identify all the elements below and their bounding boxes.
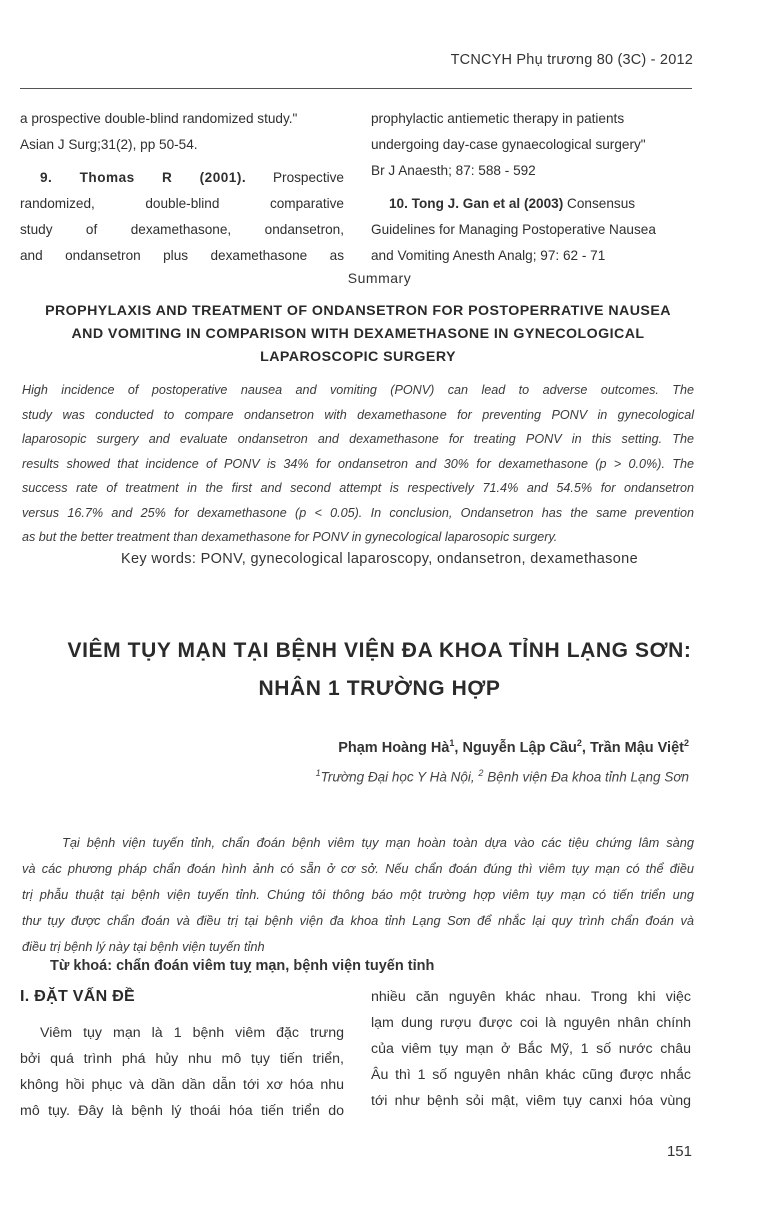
author-sep: , [454,739,463,756]
affil-sup: 2 [478,768,484,778]
body-line: Âu thì 1 số nguyên nhân khác cũng được nhắc [371,1067,691,1083]
reference-10-head: 10. Tong J. Gan et al (2003) [389,196,564,211]
ref-line: Prospective [272,170,344,185]
reference-9-cont [371,106,691,184]
author-sep: , [581,739,590,756]
references-right-column [371,106,691,269]
body-line: của viêm tụy mạn ở Bắc Mỹ, 1 số nước châu [371,1041,691,1057]
body-line: lạm dung rượu được coi là nguyên nhân chính [371,1015,691,1031]
abstract-line: và các phương pháp chẩn đoán hình ảnh có sẵn ở cơ sở. Nếu chẩn đoán đúng thì viêm tụy mạn có thể điều [22,861,694,876]
ref-line: a prospective double-blind randomized study." [20,111,298,126]
author-name: Phạm Hoàng Hà [338,739,450,756]
vietnamese-abstract [22,830,694,960]
affil-text: Bệnh viện Đa khoa tỉnh Lạng Sơn [483,769,689,785]
body-line: mô tụy. Đây là bệnh lý thoái hóa tiến triển do [20,1103,344,1119]
abstract-line: as but the better treatment than dexamethasone for PONV in gynecological laparosopic surgery. [22,530,558,544]
author-sup: 2 [683,738,689,748]
english-abstract [22,378,694,550]
ref-line: prophylactic antiemetic therapy in patients [371,111,625,126]
abstract-line: results showed that incidence of PONV is 34% for ondansetron and 30% for dexamethasone (p > 0.0%). The [22,456,694,471]
summary-label: Summary [347,270,412,286]
page-number: 151 [666,1143,692,1160]
authors [338,738,689,756]
author-sup: 2 [576,738,582,748]
reference-9 [20,165,344,269]
summary-title-line: LAPAROSCOPIC SURGERY [260,349,456,365]
ref-line: Guidelines for Managing Postoperative Nausea [371,222,656,237]
summary-title-line: AND VOMITING IN COMPARISON WITH DEXAMETHASONE IN GYNECOLOGICAL [71,326,645,342]
abstract-line: thư tụy được chẩn đoán và điều trị tại bệnh viện đa khoa tỉnh Lạng Sơn để nhắc lại quy trình chẩn đoán và [22,913,694,928]
ref-line: Asian J Surg;31(2), pp 50-54. [20,137,198,152]
article-title-line: NHÂN 1 TRƯỜNG HỢP [258,677,501,700]
abstract-line: success rate of treatment in the first and second attempt is respectively 71.4% and 54.5% for ondansetron [22,481,694,495]
affiliations [316,768,689,785]
reference-9-head: 9. Thomas R (2001). [40,170,247,185]
ref-line [20,165,344,191]
english-keywords: Key words: PONV, gynecological laparoscopy, ondansetron, dexamethasone [121,551,638,567]
reference-10 [371,191,691,269]
author-sup: 1 [449,738,455,748]
ref-line: randomized, double-blind comparative [20,196,344,211]
body-line: Viêm tụy mạn là 1 bệnh viêm đặc trưng [40,1025,344,1041]
body-line: không hồi phục và dần dần dẫn tới xơ hóa nhu [20,1077,344,1093]
header-rule [20,88,692,89]
ref-line: Consensus [567,196,636,211]
summary-title [22,300,694,369]
author-name: Trần Mậu Việt [589,739,684,756]
abstract-line: study was conducted to compare ondansetron with dexamethasone for preventing PONV in gynecological [22,407,694,422]
journal-header: TCNCYH Phụ trương 80 (3C) - 2012 [450,52,693,68]
body-right-column [371,984,691,1114]
ref-line [371,191,691,217]
body-line: tới như bệnh sỏi mật, viêm tụy canxi hóa vùng [371,1093,691,1109]
abstract-line: trị phẫu thuật tại bệnh viện tuyến tỉnh. Chúng tôi thông báo một trường hợp viêm tụy mạn có tiến triển ung [22,887,694,902]
references-left-column [20,106,344,269]
section-heading: I. ĐẶT VẤN ĐỀ [20,988,136,1005]
ref-line: Br J Anaesth; 87: 588 - 592 [371,163,536,178]
body-line: nhiều căn nguyên khác nhau. Trong khi việc [371,989,691,1005]
ref-line: study of dexamethasone, ondansetron, [20,222,344,237]
reference-8-cont [20,106,344,158]
ref-line: and Vomiting Anesth Analg; 97: 62 - 71 [371,248,606,263]
abstract-line: Tại bệnh viện tuyến tỉnh, chẩn đoán bệnh viêm tụy mạn hoàn toàn dựa vào các tiệu chứng lâm sàng [62,835,694,850]
ref-line: undergoing day-case gynaecological surgery" [371,137,646,152]
article-title [0,632,759,708]
summary-title-line: PROPHYLAXIS AND TREATMENT OF ONDANSETRON FOR POSTOPERRATIVE NAUSEA [45,303,671,319]
article-title-line: VIÊM TỤY MẠN TẠI BỆNH VIỆN ĐA KHOA TỈNH LẠNG SƠN: [67,639,692,662]
abstract-line: laparosopic surgery and evaluate ondansetron and dexamethasone for treating PONV in this setting. The [22,432,694,446]
affil-sup: 1 [315,768,321,778]
vietnamese-keywords: Từ khoá: chẩn đoán viêm tuỵ mạn, bệnh viện tuyến tỉnh [50,958,435,974]
body-left-column [20,1020,344,1124]
author-name: Nguyễn Lập Cầu [462,739,577,756]
body-line: bởi quá trình phá hủy nhu mô tụy tiến triển, [20,1051,344,1067]
ref-line: and ondansetron plus dexamethasone as [20,248,344,263]
abstract-line: điều trị bệnh lý này tại bệnh viện tuyến tỉnh [22,939,265,954]
abstract-line: High incidence of postoperative nausea and vomiting (PONV) can lead to adverse outcomes. The [22,383,694,397]
abstract-line: versus 16.7% and 25% for dexamethasone (p < 0.05). In conclusion, Ondansetron has the same prevention [22,505,694,520]
affil-text: Trường Đại học Y Hà Nội, [320,769,479,785]
